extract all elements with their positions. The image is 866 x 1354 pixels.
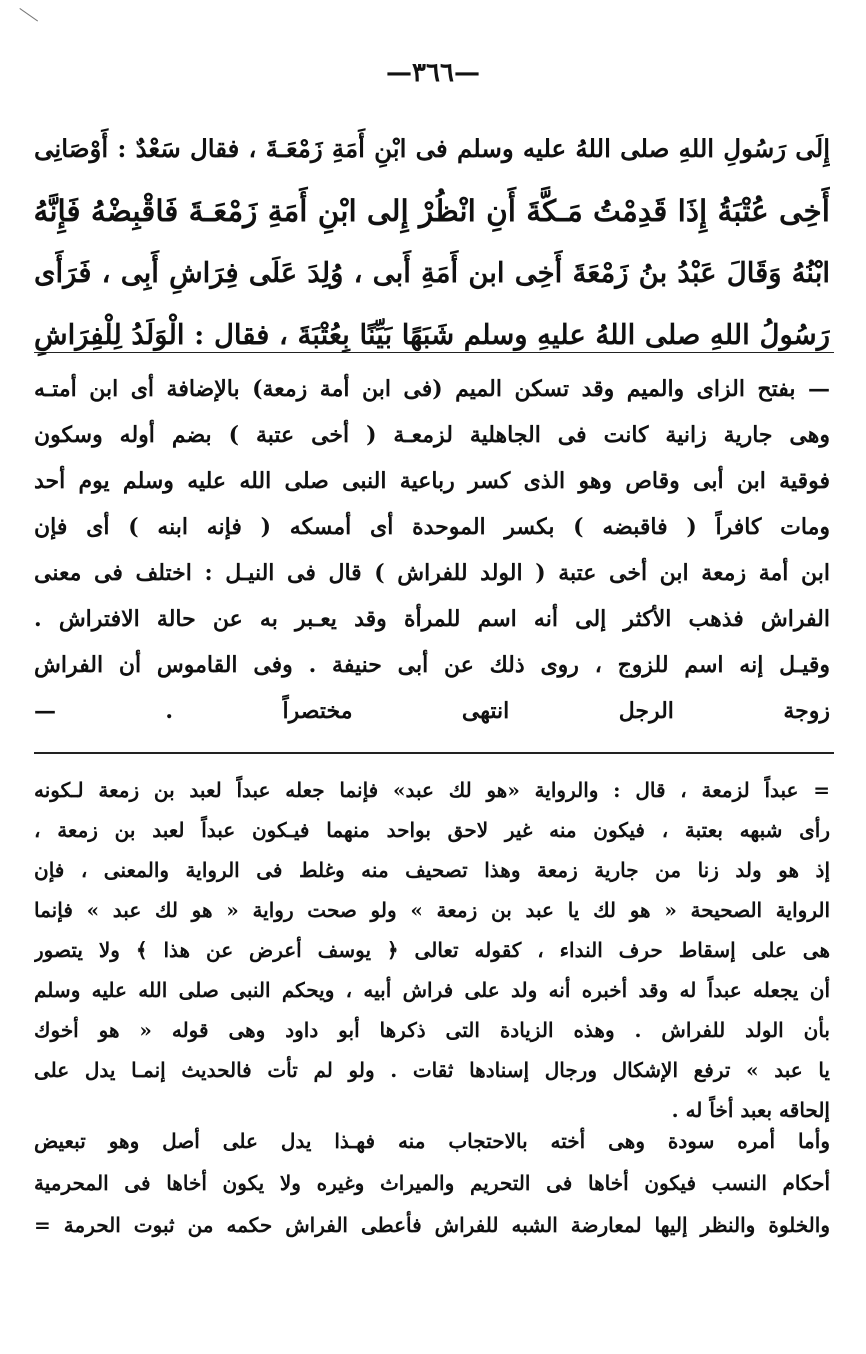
commentary-line: ومات كافراً ( فاقبضه ) بكسر الموحدة أى أمسكه ( فإنه ابنه ) أى فإن	[34, 514, 830, 540]
commentary-line: الفراش فذهب الأكثر إلى أنه اسم للمرأة وقد يعـبر به عن حالة الافتراش .	[34, 606, 830, 632]
section-divider	[34, 352, 834, 353]
footnote-line: يا عبد » ترفع الإشكال ورجال إسنادها ثقات . ولو لم تأت فالحديث إنمـا يدل على	[34, 1058, 830, 1082]
main-text-line: رَسُولُ اللهِ صلى اللهُ عليهِ وسلم شَبَهًا بَيِّنًا بِعُتْبَةَ ، فقال : الْوَلَدُ لِلْفِرَاشِ	[34, 319, 830, 351]
footnote-line: أن يجعله عبداً له وقد أخبره أنه ولد على فراش أبيه ، ويحكم النبى صلى الله عليه وسلم	[34, 978, 830, 1002]
footnote-line: إذ هو ولد زنا من جارية زمعة وهذا تصحيف منه وغلط فى الرواية والمعنى ، فإن	[34, 858, 830, 882]
footnote-line: بأن الولد للفراش . وهذه الزيادة التى ذكرها أبو داود وهى قوله « هو أخوك	[34, 1018, 830, 1042]
footnote-continuation-text	[34, 1120, 830, 1246]
footnote-line: إلحاقه بعبد أخاً له .	[671, 1098, 830, 1122]
footnote-line: رأى شبهه بعتبة ، فيكون منه غير لاحق بواحد منهما فيـكون عبداً لعبد بن زمعة ،	[34, 818, 830, 842]
continuation-line: والخلوة والنظر إليها لمعارضة الشبه للفراش فأعطى الفراش حكمه من ثبوت الحرمة =	[34, 1213, 830, 1237]
commentary-line: ابن أمة زمعة ابن أخى عتبة ( الولد للفراش ) قال فى النيـل : اختلف فى معنى	[34, 560, 830, 586]
footnote-text	[34, 770, 830, 1130]
commentary-line: — بفتح الزاى والميم وقد تسكن الميم (فى ابن أمة زمعة) بالإضافة أى ابن أمتـه	[34, 376, 830, 402]
main-text-line: ابْنُهُ وَقَالَ عَبْدُ بنُ زَمْعَةَ أَخِى ابن أَمَةِ أَبى ، وُلِدَ عَلَى فِرَاشِ أَبِى ، فَرَأَى	[34, 257, 830, 289]
main-text-line: إِلَى رَسُولِ اللهِ صلى اللهُ عليه وسلم فى ابْنِ أَمَةِ زَمْعَـةَ ، فقال سَعْدٌ : أَوْصَانِى	[34, 134, 830, 163]
footnote-divider	[34, 752, 834, 754]
commentary-line: فوقية ابن أبى وقاص وهو الذى كسر رباعية النبى صلى الله عليه وسلم يوم أحد	[34, 468, 830, 494]
page-number: —٣٦٦—	[386, 58, 480, 88]
commentary-line: وهى جارية زانية كانت فى الجاهلية لزمعـة ( أخى عتبة ) بضم أوله وسكون	[34, 422, 830, 448]
commentary-text	[34, 366, 830, 734]
commentary-line: زوجة الرجل انتهى مختصراً . —	[34, 698, 830, 724]
continuation-line: أحكام النسب فيكون أخاها فى التحريم والميراث وغيره ولا يكون أخاها فى المحرمية	[34, 1171, 830, 1195]
footnote-line: = عبداً لزمعة ، قال : والرواية «هو لك عبد» فإنما جعله عبداً لعبد بن زمعة لـكونه	[34, 778, 830, 802]
footnote-line: الرواية الصحيحة « هو لك يا عبد بن زمعة » ولو صحت رواية « هو لك عبد » فإنما	[34, 898, 830, 922]
footnote-line: هى على إسقاط حرف النداء ، كقوله تعالى ﴿ يوسف أعرض عن هذا ﴾ ولا يتصور	[34, 938, 830, 962]
commentary-line: وقيـل إنه اسم للزوج ، روى ذلك عن أبى حنيفة . وفى القاموس أن الفراش	[34, 652, 830, 678]
main-hadith-text	[34, 118, 830, 366]
main-text-line: أَخِى عُتْبَةُ إِذَا قَدِمْتُ مَـكَّةَ أَنِ انْظُرْ إِلى ابْنِ أَمَةِ زَمْعَـةَ فَاقْبِضْهُ فَإِنَّهُ	[34, 193, 830, 228]
continuation-line: وأما أمره سودة وهى أخته بالاحتجاب منه فهـذا يدل على أصل وهو تبعيض	[34, 1129, 830, 1153]
corner-scan-mark	[19, 8, 38, 21]
